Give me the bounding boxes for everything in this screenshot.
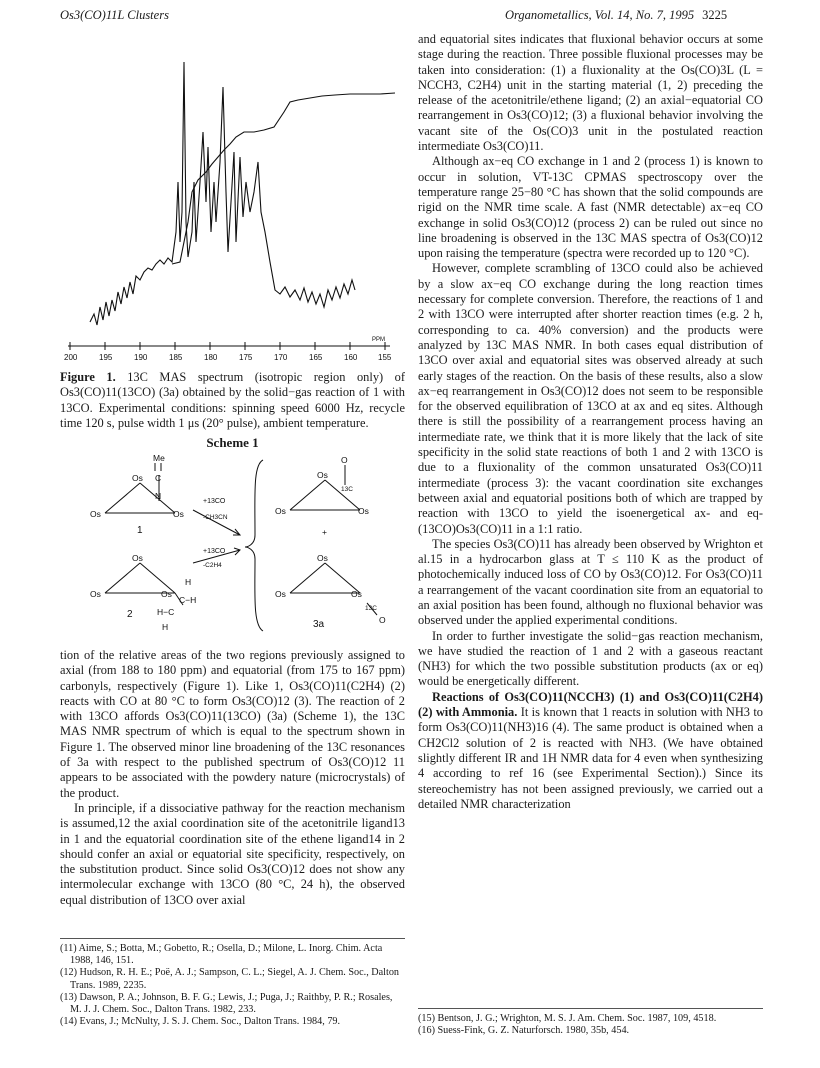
scheme-label-os: Os (132, 473, 143, 483)
reference-item: (12) Hudson, R. H. E.; Poë, A. J.; Sampson, C. L.; Siegel, A. J. Chem. Soc., Dalton Trans. 1989, 2235. (60, 967, 400, 991)
axis-unit-label: PPM (372, 337, 386, 343)
scheme-label-13c: 13C (341, 486, 353, 493)
tick-label: 165 (309, 353, 323, 362)
figure-1-caption (60, 370, 405, 431)
reference-item: (16) Suess-Fink, G. Z. Naturforsch. 1980, 35b, 454. (418, 1025, 630, 1037)
spectrum-trace (90, 62, 355, 325)
tick-label: 190 (134, 353, 148, 362)
compound-number-1: 1 (137, 525, 143, 536)
figure-1-text: 13C MAS spectrum (isotropic region only) of Os3(CO)11(13CO) (3a) obtained by the solid−gas reaction of 1 with 13CO. Experimental conditions: spinning speed 6000 Hz, recycle time 120 s, pulse width 1 μs (20° pulse), ambient temperature. (60, 370, 405, 430)
scheme-label-me: Me (153, 455, 165, 463)
scheme-label-os: Os (90, 509, 101, 519)
scheme-label-os: Os (90, 589, 101, 599)
running-header-left: Os3(CO)11L Clusters (60, 8, 169, 22)
scheme-label-os: Os (173, 509, 184, 519)
tick-label: 155 (378, 353, 392, 362)
reference-item: (15) Bentson, J. G.; Wrighton, M. S. J. Am. Chem. Soc. 1987, 109, 4518. (418, 1013, 717, 1024)
section-heading: Reactions of Os3(CO)11(NCCH3) (1) and Os3(CO)11(C2H4) (2) with Ammonia. (418, 689, 763, 720)
left-column-body (60, 648, 405, 908)
compound-number-2: 2 (127, 609, 133, 620)
paragraph: In order to further investigate the solid−gas reaction mechanism, we have studied the reaction of 1 and 2 with a gaseous reactant (NH3) for which the two possible substitution products (ax or eq) would be energetically different. (418, 628, 763, 689)
scheme-label-o: O (341, 455, 348, 465)
scheme-label-h: H (185, 577, 192, 587)
footnotes-left (60, 938, 405, 1028)
tick-label: 185 (169, 353, 183, 362)
scheme-label-o: O (379, 615, 386, 625)
reagent-minus-c2h4: -C2H4 (203, 562, 222, 569)
reference-item: (14) Evans, J.; McNulty, J. S. J. Chem. Soc., Dalton Trans. 1984, 79. (60, 1016, 341, 1028)
scheme-label-h: H (162, 622, 169, 632)
reference-item: (13) Dawson, P. A.; Johnson, B. F. G.; Lewis, J.; Puga, J.; Raithby, P. R.; Rosales, M. J. J. Chem. Soc., Dalton Trans. 1982, 233. (60, 991, 393, 1016)
footnotes-right (418, 1008, 763, 1037)
paragraph: and equatorial sites indicates that fluxional behavior occurs at some stage during the reaction. Three possible fluxional processes may be taken into consideration: (1) a fluxionality at the Os(CO)3L (L = NCCH3, C2H4) unit in the starting material (1, 2) preceding the release of the acetonitrile/ethene ligand; (2) an axial−equatorial CO rearrangement in Os3(CO)12; (3) a fluxional behavior involving the vacant site of the Os(CO)3 unit in the postulated reaction intermediate Os3(CO)11. (418, 32, 763, 154)
scheme-label-os: Os (317, 553, 328, 563)
scheme-plus: + (322, 527, 327, 537)
reagent-13co: +13CO (203, 498, 226, 505)
tick-label: 200 (64, 353, 78, 362)
journal-citation: Organometallics, Vol. 14, No. 7, 1995 (505, 8, 695, 22)
right-column-body (418, 32, 763, 812)
tick-label: 170 (274, 353, 288, 362)
scheme-label-os: Os (161, 589, 172, 599)
paragraph: The species Os3(CO)11 has already been observed by Wrighton et al.15 in a hydrocarbon glass at T ≤ 110 K as the product of photochemically induced loss of CO by Os3(CO)12. For Os3(CO)11 a rearrangement of the vacant coordination site from an equatorial to an axial position has been found, although no fluxional behavior was observed under the applied experimental conditions. (418, 536, 763, 628)
paragraph: In principle, if a dissociative pathway for the reaction mechanism is assumed,12 the axial coordination site of the acetonitrile ligand13 in 1 and the equatorial coordination site of the ethene ligand14 in 2 should confer an axial or equatorial site specificity, respectively, on the substitution product. Since solid Os3(CO)12 does not show any intermolecular exchange with 13CO (80 °C, 24 h), the observed equal distribution of 13CO over axial (60, 800, 405, 907)
figure-1-label: Figure 1. (60, 370, 116, 384)
reference-item: (11) Aime, S.; Botta, M.; Gobetto, R.; Osella, D.; Milone, L. Inorg. Chim. Acta 1988, 146, 151. (60, 943, 383, 967)
scheme-label-os: Os (351, 589, 362, 599)
paragraph-text: It is known that 1 reacts in solution with NH3 to form Os3(CO)11(NH3)16 (4). The same product is obtained when a CH2Cl2 solution of 2 is reacted with NH3. (We have obtained slightly different IR and 1H NMR data for 4 even when synthesizing 4 according to ref 16 (see Experimental Section).) Since its stereochemistry has not been assigned previously, we carried out a detailed NMR characterization (418, 705, 763, 811)
compound-number-3a: 3a (313, 619, 325, 630)
scheme-label-os: Os (275, 589, 286, 599)
nmr-spectrum-figure (60, 32, 405, 367)
scheme-label-13c: 13C (365, 605, 377, 612)
running-header-right (505, 8, 727, 23)
tick-label: 160 (344, 353, 358, 362)
page-number: 3225 (702, 8, 728, 22)
paragraph (418, 690, 763, 812)
scheme-1-diagram (75, 455, 405, 635)
paragraph: Although ax−eq CO exchange in 1 and 2 (process 1) is known to occur in solution, VT-13C CPMAS spectroscopy over the temperature range 25−80 °C has shown that the solid compounds are rigid on the NMR time scale. A fast (NMR detectable) ax−eq CO exchange in solid Os3(CO)12 (process 2) can be ruled out since no line broadening is observed in the 13C MAS spectra of Os3(CO)12 upon raising the temperature (spectra were recorded up to 120 °C). (418, 154, 763, 261)
scheme-label-c: C (155, 473, 162, 483)
tick-label: 195 (99, 353, 113, 362)
scheme-label-os: Os (132, 553, 143, 563)
paragraph: tion of the relative areas of the two regions previously assigned to axial (from 188 to 180 ppm) and equatorial (from 175 to 167 ppm) carbonyls, respectively (Figure 1). Like 1, Os3(CO)11(C2H4) (2) reacts with CO at 80 °C to form Os3(CO)12 (3). The reaction of 2 with 13CO affords Os3(CO)11(13CO) (3a) (Scheme 1), the 13C MAS NMR spectrum of which is equal to the spectrum shown in Figure 1. The observed minor line broadening of the 13C resonances of 3a with respect to the published spectrum of Os3(CO)12 11 appears to be associated with the powdery nature (microcrystals) of the product. (60, 648, 405, 800)
tick-label: 175 (239, 353, 253, 362)
scheme-label-os: Os (275, 506, 286, 516)
scheme-label-ch: C−H (179, 595, 197, 605)
paragraph: However, complete scrambling of 13CO could also be achieved by a slow ax−eq CO exchange during the long reaction times necessary for complete conversion. Therefore, the reactions of 1 and 2 with 13CO were interrupted after shorter reaction times (e.g. 2 h, corresponding to ca. 40% conversion) and the products were analyzed by 13C MAS NMR. In both cases equal distribution of 13CO over axial and equatorial sites was observed already at such early stages of the reaction. On the basis of these results, also a slow ax−eq rearrangement in Os3(CO)12 does not seem to be responsible for the observed equilibration of 13CO at ax and eq sites. Although there is still the possibility of a rearrangement process having an intermediate rate, we think that it is more likely that the lack of site specificity in the solid state reactions of both 1 and 2 with 13CO is due to a fluxionality of the common unsaturated Os3(CO)11 intermediate (process 3): the vacant coordination site exchanges between axial and equatorial positions both of which are trapped by reaction with 13CO to yield the isoenergetical ax- and eq-(13CO)Os3(CO)11 in a 1:1 ratio. (418, 261, 763, 536)
scheme-label-hc: H−C (157, 607, 175, 617)
scheme-label-os: Os (358, 506, 369, 516)
reagent-minus-ch3cn: -CH3CN (203, 514, 228, 521)
scheme-label-n: N (155, 491, 162, 501)
reagent-13co-2: +13CO (203, 548, 226, 555)
scheme-label-os: Os (317, 470, 328, 480)
tick-label: 180 (204, 353, 218, 362)
scheme-title: Scheme 1 (206, 435, 259, 450)
